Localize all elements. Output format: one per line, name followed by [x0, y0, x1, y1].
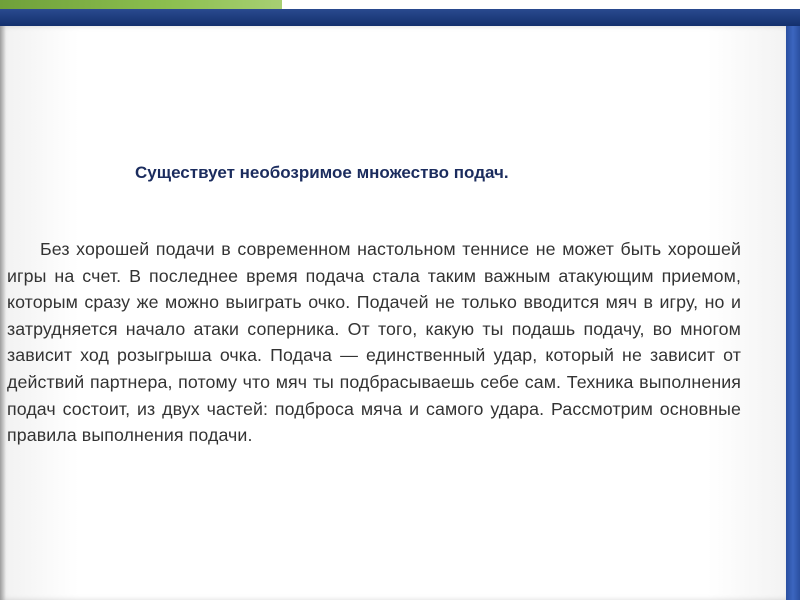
- panel-left-shadow: [0, 26, 6, 600]
- slide-heading: Существует необозримое множество подач.: [135, 163, 509, 182]
- top-blue-band: [0, 9, 800, 26]
- top-white-bar: [282, 0, 800, 9]
- top-green-accent-bar: [0, 0, 282, 9]
- slide-body-paragraph: Без хорошей подачи в современном настольном теннисе не может быть хорошей игры на счет. В последнее время подача стала таким важным атакующим приемом, которым сразу же можно выиграть очко. Подачей не только вводится мяч в игру, но и затрудняется начало атаки соперника. От того, какую ты подашь подачу, во многом зависит ход розыгрыша очка. Подача — единственный удар, который не зависит от действий партнера, потому что мяч ты подбрасываешь себе сам. Техника выполнения подач состоит, из двух частей: подброса мяча и самого удара. Рассмотрим основные правила выполнения подачи.: [7, 239, 741, 446]
- right-blue-strip: [786, 26, 800, 600]
